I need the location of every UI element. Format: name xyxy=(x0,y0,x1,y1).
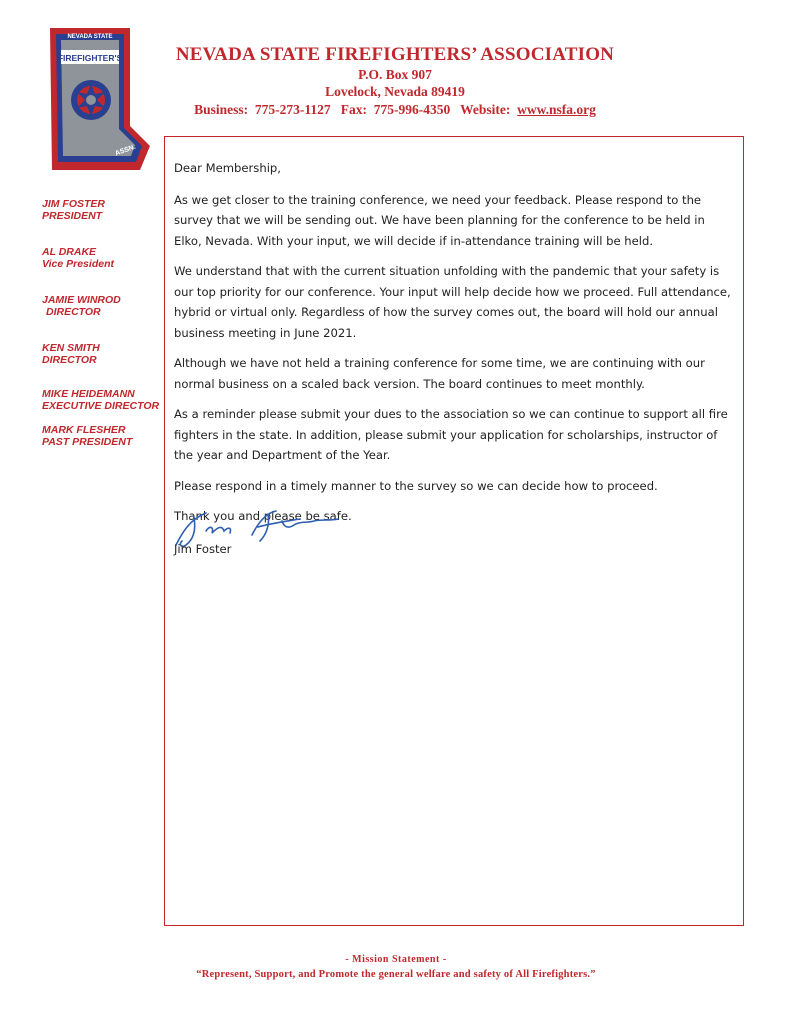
signature-name: Jim Foster xyxy=(174,542,232,556)
officer-title: PRESIDENT xyxy=(42,210,103,222)
officer-name: JIM FOSTER xyxy=(42,198,106,210)
logo-text-bottom: ASSN. xyxy=(114,143,137,158)
paragraph-3: Although we have not held a training conference for some time, we are continuing with our normal business on a scaled back version. The board continues to meet monthly. xyxy=(174,356,705,391)
officer-title: PAST PRESIDENT xyxy=(42,436,133,448)
officer-title: DIRECTOR xyxy=(46,306,101,318)
paragraph-1: As we get closer to the training conference, we need your feedback. Please respond to the survey that we will be sending out. We have been planning for the conference to be held in Elko, Nevada. With your input, we will decide if in-attendance training will be held. xyxy=(174,192,705,248)
officer-vice-president xyxy=(42,246,114,270)
org-name: NEVADA STATE FIREFIGHTERS’ ASSOCIATION xyxy=(175,44,615,65)
officer-title: EXECUTIVE DIRECTOR xyxy=(42,400,160,412)
paragraph-4: As a reminder please submit your dues to the association so we can continue to support all fire fighters in the state. In addition, please submit your application for scholarships, instructor of the year and Department of the Year. xyxy=(174,407,728,462)
maltese-cross-icon xyxy=(71,80,111,120)
officer-title: Vice President xyxy=(42,258,114,270)
officer-name: AL DRAKE xyxy=(42,246,97,258)
officer-name: MIKE HEIDEMANN xyxy=(42,388,135,400)
business-phone: 775-273-1127 xyxy=(254,102,331,117)
city-line: Lovelock, Nevada 89419 xyxy=(325,84,465,99)
officer-past-president xyxy=(42,424,132,448)
website-label: Website: xyxy=(460,102,511,117)
closing: Thank you and please be safe. xyxy=(174,509,352,523)
salutation: Dear Membership, xyxy=(174,161,281,175)
letterhead xyxy=(160,44,630,118)
officer-director-1 xyxy=(42,294,121,318)
officer-name: KEN SMITH xyxy=(42,342,100,354)
fax-label: Fax: xyxy=(340,102,367,117)
mission-text: “Represent, Support, and Promote the general welfare and safety of All Firefighters.” xyxy=(196,969,596,980)
officer-name: MARK FLESHER xyxy=(42,424,126,436)
paragraph-5: Please respond in a timely manner to the survey so we can decide how to proceed. xyxy=(174,478,658,493)
logo-text-top: NEVADA STATE xyxy=(67,34,113,40)
officer-title: DIRECTOR xyxy=(42,354,97,366)
paragraph-2: We understand that with the current situation unfolding with the pandemic that your safety is our top priority for our conference. Your input will help decide how we proceed. Full attendance, hybrid or virtual only. Regardless of how the survey comes out, the board will hold our annual business meeting in June 2021. xyxy=(174,264,731,340)
po-box: P.O. Box 907 xyxy=(358,67,432,82)
officer-executive-director xyxy=(42,388,159,412)
fax-phone: 775-996-4350 xyxy=(373,102,451,117)
logo-text-band: FIREFIGHTER'S xyxy=(57,53,123,63)
business-label: Business: xyxy=(194,102,249,117)
officer-director-2 xyxy=(42,342,100,366)
officer-president xyxy=(42,198,105,222)
mission-statement xyxy=(0,954,792,980)
contact-line xyxy=(160,101,630,118)
website-link[interactable]: www.nsfa.org xyxy=(517,102,596,117)
letter-body xyxy=(174,158,734,537)
mission-title: - Mission Statement - xyxy=(345,954,447,965)
nsfa-logo xyxy=(38,22,158,174)
officer-name: JAMIE WINROD xyxy=(42,294,121,306)
